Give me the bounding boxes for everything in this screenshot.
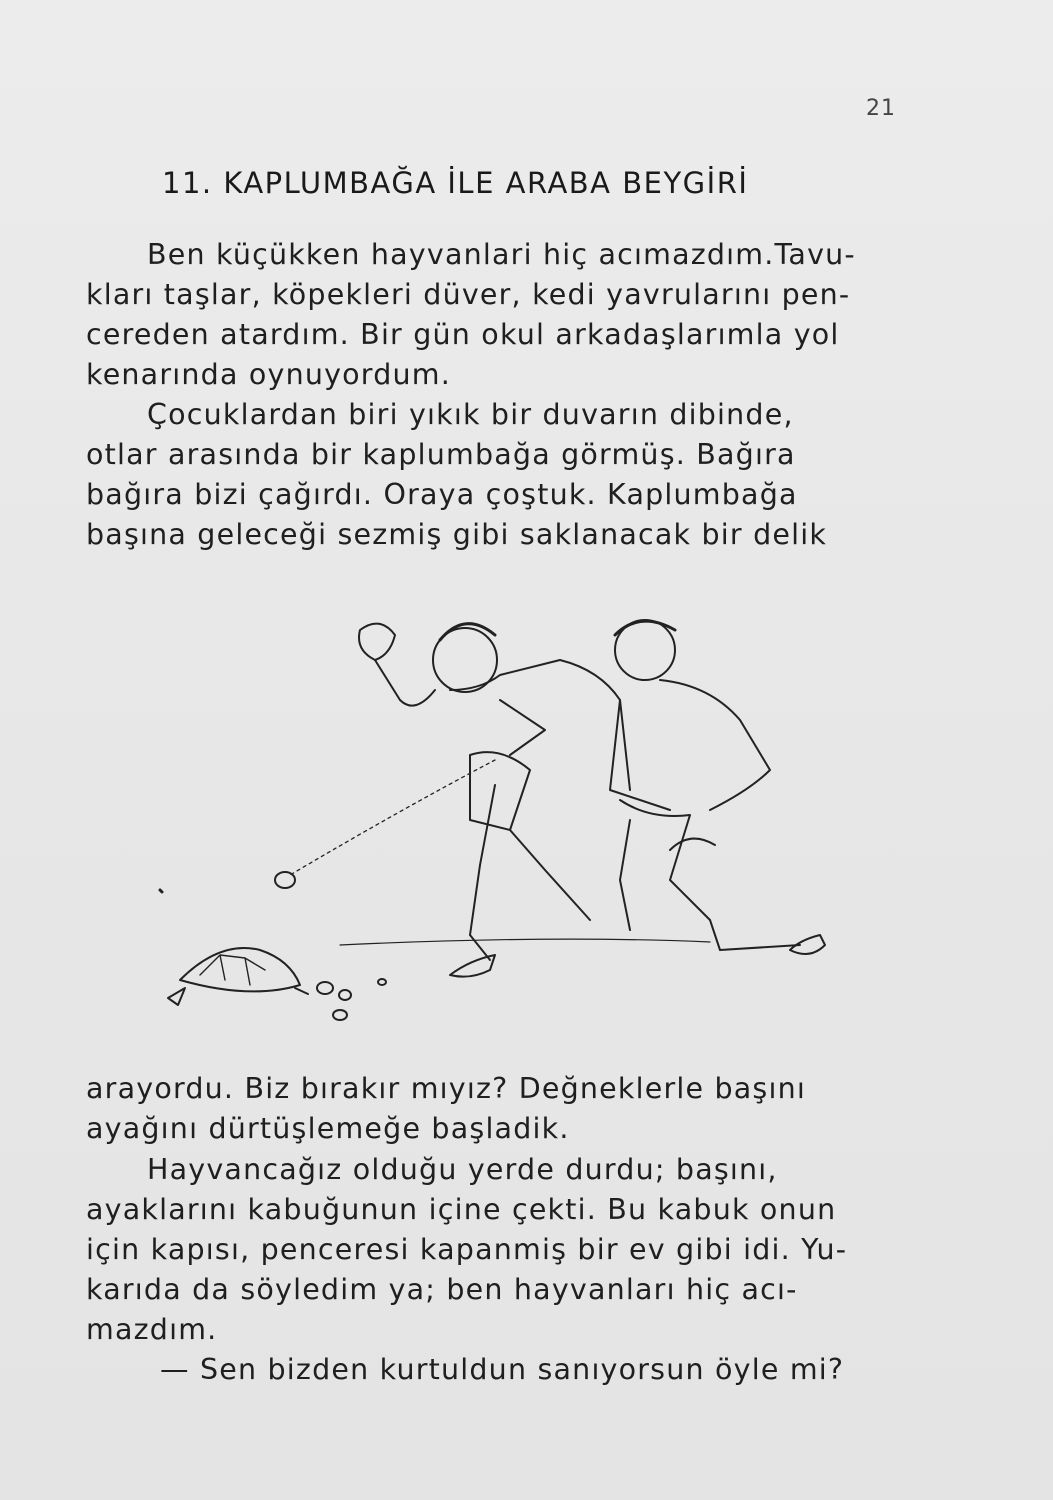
text-line: ayağını dürtüşlemeğe başladik. [86, 1112, 570, 1145]
boy-throwing [359, 624, 630, 977]
text-line: otlar arasında bir kaplumbağa görmüş. Bağıra [86, 438, 796, 471]
text-line: Ben küçükken hayvanlari hiç acımazdım.Tavu- [147, 238, 856, 271]
page-number: 21 [866, 96, 896, 121]
chapter-title: 11. KAPLUMBAĞA İLE ARABA BEYGİRİ [162, 166, 749, 200]
text-line: kları taşlar, köpekleri düver, kedi yavrularını pen- [86, 278, 851, 311]
text-line: kenarında oynuyordum. [86, 358, 451, 391]
text-line: başına geleceği sezmiş gibi saklanacak bir delik [86, 518, 828, 551]
text-line: karıda da söyledim ya; ben hayvanları hiç acı- [86, 1273, 798, 1306]
text-line: arayordu. Biz bırakır mıyız? Değneklerle başını [86, 1072, 806, 1105]
text-line: cereden atardım. Bir gün okul arkadaşlarımla yol [86, 318, 840, 351]
boy-walking [610, 620, 825, 954]
text-line: — Sen bizden kurtuldun sanıyorsun öyle mi? [160, 1353, 845, 1386]
text-line: Hayvancağız olduğu yerde durdu; başını, [147, 1153, 778, 1186]
boys-and-tortoise-illustration [150, 590, 860, 1040]
text-line: bağıra bizi çağırdı. Oraya çoştuk. Kaplumbağa [86, 478, 798, 511]
text-line: mazdım. [86, 1313, 218, 1346]
text-line: için kapısı, penceresi kapanmiş bir ev gibi idi. Yu- [86, 1233, 848, 1266]
text-line: Çocuklardan biri yıkık bir duvarın dibinde, [147, 398, 794, 431]
text-line: ayaklarını kabuğunun içine çekti. Bu kabuk onun [86, 1193, 837, 1226]
tortoise [168, 948, 308, 1005]
